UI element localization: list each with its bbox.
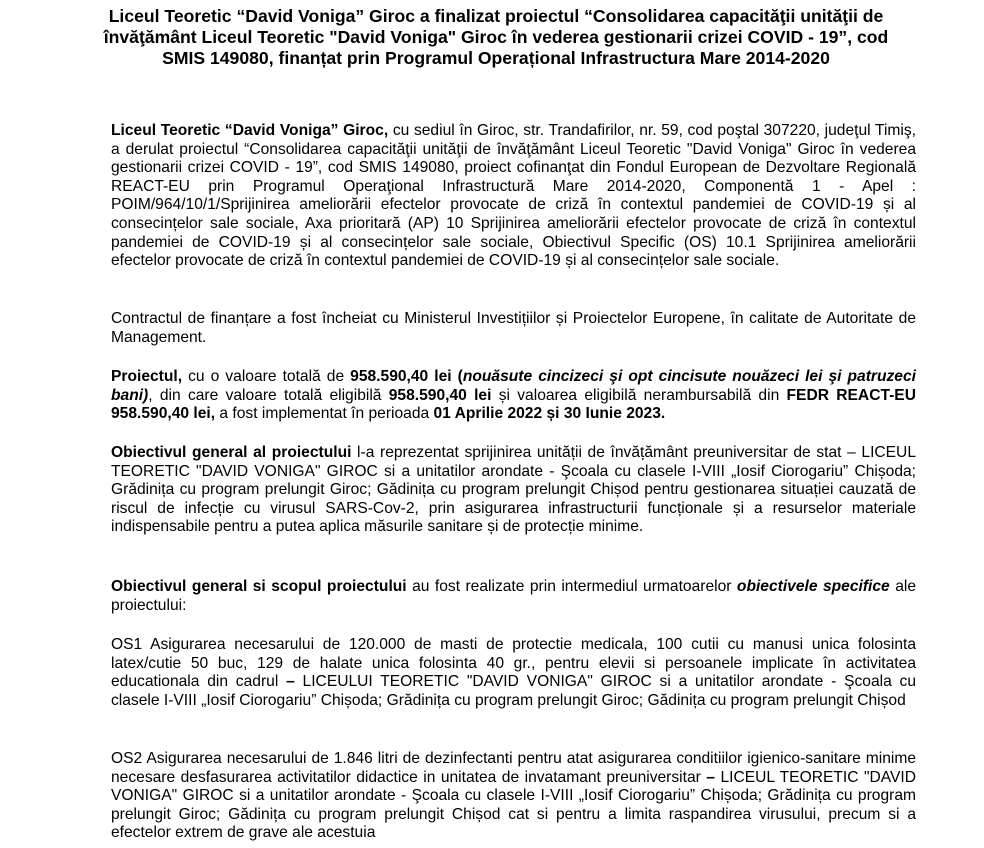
- contract-text: Contractul de finanțare a fost încheiat cu Ministerul Investițiilor și Proiectelor Europene, în calitate de Autoritate de Management.: [111, 310, 916, 346]
- paragraph-specific-objectives: [111, 578, 916, 615]
- general-objective-text: l-a reprezentat sprijinirea unității de învățământ preuniversitar de stat – LICEUL TEORETIC "DAVID VONIGA" GIROC si a unitatilor arondate - Şcoala cu clasele I-VIII „Iosif Ciorogariu” Chișoda; Grădinița cu program prelungit Giroc; Gădinița cu program prelungit Chișod pentru gestionarea situației cauzată de riscul de infecție cu virusul SARS-Cov-2, prin asigurarea infrastructurii funcționale și a resurselor materiale indispensabile pentru a putea aplica măsurile sanitare și de protecție minime.: [111, 444, 916, 536]
- os1-text-2: LICEULUI TEORETIC "DAVID VONIGA" GIROC si a unitatilor arondate - Şcoala cu clasele I-VIII „Iosif Ciorogariu” Chișoda; Grădinița cu program prelungit Giroc; Gădinița cu program prelungit Chișod: [111, 673, 917, 709]
- os2-dash: –: [706, 768, 721, 786]
- os2-text-1: OS2 Asigurarea necesarului de 1.846 litri de dezinfectanti pentru atat asigurarea conditiilor igienico-sanitare minime necesare desfasurarea activitatilor didactice in unitatea de invatamant preuniversitar: [111, 750, 916, 786]
- implementation-period: 01 Aprilie 2022 și 30 Iunie 2023.: [433, 405, 666, 423]
- os1-text-1: OS1 Asigurarea necesarului de 120.000 de masti de protectie medicala, 100 cutii cu manusi unica folosinta latex/cutie 50 buc, 129 de halate unica folosinta 40 gr., pentru elevii si persoanele implicate în activitatea educationala din cadrul: [111, 636, 916, 691]
- paragraph-project-value: [111, 368, 916, 424]
- total-value-words: nouăsute cincizeci şi opt cincisute nouăzeci lei şi patruzeci bani): [111, 368, 916, 404]
- specific-emphasis: obiectivele specifice: [736, 578, 890, 595]
- project-text-1: cu o valoare totală de: [182, 368, 351, 385]
- intro-lead: Liceul Teoretic “David Voniga” Giroc,: [111, 122, 389, 139]
- project-lead: Proiectul,: [111, 368, 183, 385]
- paragraph-os1: [111, 636, 916, 710]
- general-objective-lead: Obiectivul general al proiectului: [111, 444, 352, 461]
- total-value: 958.590,40 lei: [350, 368, 452, 385]
- paragraph-general-objective: [111, 444, 916, 537]
- specific-lead: Obiectivul general si scopul proiectului: [111, 578, 407, 595]
- paragraph-contract: [111, 310, 916, 347]
- os1-dash: –: [286, 673, 303, 691]
- project-text-2: (: [451, 368, 463, 385]
- paragraph-os2: [111, 750, 916, 843]
- eligible-value: 958.590,40 lei: [388, 386, 492, 404]
- intro-text: cu sediul în Giroc, str. Trandafirilor, nr. 59, cod poştal 307220, judeţul Timiş, a derulat proiectul “Consolidarea capacităţii unităţii de învăţământ Liceul Teoretic "David Voniga" Giroc în vederea gestionarii crizei COVID - 19”, cod SMIS 149080, proiect cofinanţat din Fondul European de Dezvoltare Regională REACT-EU prin Programul Operaţional Infrastructură Mare 2014-2020, Componentă 1 - Apel : POIM/964/10/1/Sprijinirea ameliorării efectelor provocate de criză în contextul pandemiei de COVID-19 și al consecințelor sale sociale, Axa prioritară (AP) 10 Sprijinirea ameliorării efectelor provocate de criză în contextul pandemiei de COVID-19 și al consecințelor sale sociale, Obiectivul Specific (OS) 10.1 Sprijinirea ameliorării efectelor provocate de criză în contextul pandemiei de COVID-19 și al consecințelor sale sociale.: [111, 122, 916, 270]
- project-text-3: , din care valoare totală eligibilă: [148, 386, 389, 404]
- document-title: Liceul Teoretic “David Voniga” Giroc a finalizat proiectul “Consolidarea capacităţii unităţii de învăţământ Liceul Teoretic "David Voniga" Giroc în vederea gestionarii crizei COVID - 19”, cod SMIS 149080, finanțat prin Programul Operațional Infrastructura Mare 2014-2020: [103, 6, 889, 68]
- os2-text-2: LICEUL TEORETIC "DAVID VONIGA" GIROC si a unitatilor arondate - Şcoala cu clasele I-VIII „Iosif Ciorogariu” Chișoda; Grădinița cu program prelungit Giroc; Gădinița cu program prelungit Chișod cat si pentru a limita raspandirea virusului, precum si a efectelor extrem de grave ale acestuia: [111, 768, 916, 842]
- specific-text-2: ale proiectului:: [111, 578, 916, 614]
- project-text-4: și valoarea eligibilă nerambursabilă din: [491, 386, 787, 404]
- nonrefundable-value: FEDR REACT-EU 958.590,40 lei,: [111, 386, 916, 423]
- specific-text-1: au fost realizate prin intermediul urmatoarelor: [406, 578, 737, 595]
- project-text-5: a fost implementat în perioada: [215, 405, 434, 423]
- paragraph-intro: [111, 122, 916, 271]
